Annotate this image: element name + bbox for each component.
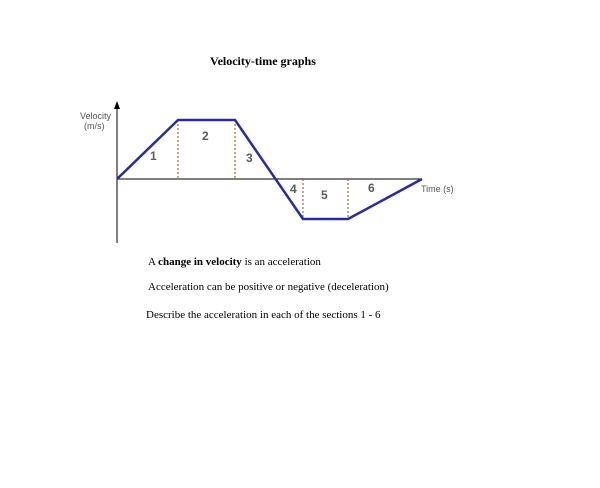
section-label-3: 3	[246, 151, 253, 165]
y-axis-arrow	[114, 101, 120, 109]
section-label-5: 5	[321, 188, 328, 202]
page-title: Velocity-time graphs	[210, 54, 316, 68]
statement-change-in-velocity	[148, 256, 321, 268]
x-axis-label: Time (s)	[421, 184, 454, 194]
section-label-4: 4	[290, 182, 297, 196]
section-label-2: 2	[202, 129, 209, 143]
y-axis-label-line1: Velocity	[80, 111, 112, 121]
y-axis-label-line2: (m/s)	[84, 121, 105, 131]
statement-prefix: A	[148, 256, 159, 268]
section-label-1: 1	[150, 149, 157, 163]
question-describe-sections: Describe the acceleration in each of the sections 1 - 6	[146, 309, 381, 321]
statement-suffix: is an acceleration	[241, 256, 321, 268]
statement-bold-term: change in velocity	[158, 256, 242, 268]
velocity-line	[117, 120, 422, 219]
section-label-6: 6	[368, 181, 375, 195]
statement-positive-negative: Acceleration can be positive or negative (deceleration)	[148, 281, 389, 293]
axes	[114, 101, 420, 243]
